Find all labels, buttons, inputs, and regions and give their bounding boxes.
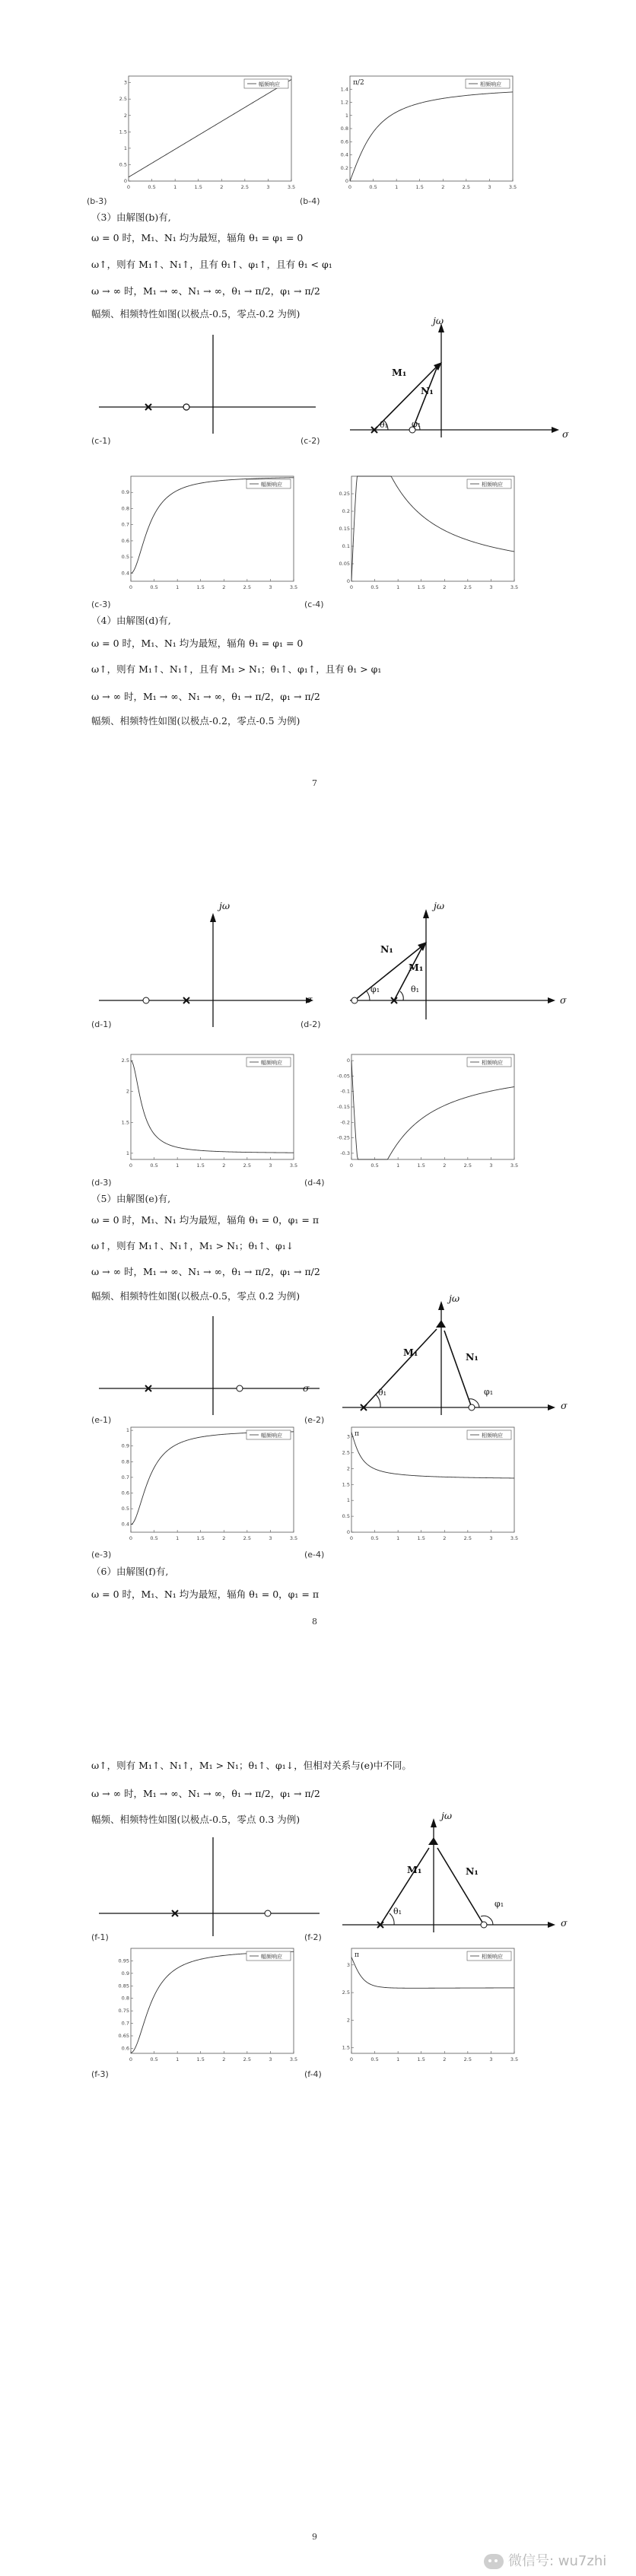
x-tick-label: 1 <box>176 2056 180 2062</box>
x-tick-label: 2 <box>220 184 224 190</box>
legend-entry: 幅频响应 <box>259 81 280 87</box>
y-tick-label: 0.8 <box>121 1458 129 1465</box>
sec4-line2: ω↑，则有 M₁↑、N₁↑，且有 M₁ > N₁；θ₁↑、φ₁↑，且有 θ₁ > φ₁ <box>91 663 382 675</box>
x-tick-label: 0 <box>349 1535 354 1541</box>
sec4-line4: 幅频、相频特性如图(以极点-0.2，零点-0.5 为例) <box>91 715 301 727</box>
chart-e3 <box>114 1423 297 1544</box>
y-tick-label: 2 <box>346 2017 350 2024</box>
label-c4: (c-4) <box>304 599 324 609</box>
x-tick-label: 3 <box>266 184 270 190</box>
angle-phi1: φ₁ <box>494 1899 504 1909</box>
y-tick-label: 0 <box>346 578 350 584</box>
axis-jw: jω <box>219 900 231 911</box>
x-tick-label: 3 <box>489 584 493 590</box>
y-tick-label: 0 <box>123 178 127 184</box>
y-tick-label: 1 <box>126 1427 129 1434</box>
sec6-line2: ω↑，则有 M₁↑、N₁↑，M₁ > N₁；θ₁↑、φ₁↓，但相对关系与(e)中不同。 <box>91 1760 412 1771</box>
wechat-icon <box>484 2554 504 2569</box>
plot-frame <box>350 76 513 181</box>
x-tick-label: 2 <box>222 584 226 590</box>
sec5-line1: ω = 0 时，M₁、N₁ 均为最短，辐角 θ₁ = 0，φ₁ = π <box>91 1214 320 1226</box>
label-f3: (f-3) <box>91 2069 109 2079</box>
y-tick-label: 0.6 <box>340 138 348 145</box>
x-tick-label: 2 <box>443 1535 447 1541</box>
x-tick-label: 2.5 <box>463 584 472 590</box>
label-e4: (e-4) <box>304 1550 325 1560</box>
x-tick-label: 0.5 <box>370 584 379 590</box>
y-tick-label: 0.2 <box>340 164 348 171</box>
x-tick-label: 3.5 <box>289 1162 298 1169</box>
axis-sigma: σ <box>562 428 569 440</box>
y-tick-label: 1.5 <box>119 129 127 135</box>
y-tick-label: 0.9 <box>121 489 129 496</box>
x-tick-label: 2.5 <box>243 2056 252 2062</box>
x-tick-label: 0 <box>129 584 133 590</box>
plot-frame <box>131 1054 294 1159</box>
y-tick-label: 0.85 <box>118 1983 129 1989</box>
x-tick-label: 3 <box>488 184 491 190</box>
x-tick-label: 2.5 <box>463 1535 472 1541</box>
y-tick-label: 1.5 <box>342 1481 350 1488</box>
x-tick-label: 3.5 <box>510 1162 519 1169</box>
sec6-head: （6）由解图(f)有, <box>91 1566 169 1577</box>
x-tick-label: 3.5 <box>289 1535 298 1541</box>
label-d4: (d-4) <box>304 1178 325 1188</box>
x-tick-label: 0.5 <box>148 184 156 190</box>
y-tick-label: 0.5 <box>342 1513 350 1520</box>
x-tick-label: 0 <box>129 2056 133 2062</box>
y-tick-label: 0.4 <box>340 151 348 158</box>
label-c1: (c-1) <box>91 436 111 446</box>
x-tick-label: 1.5 <box>194 184 202 190</box>
diagram-d2 <box>342 905 563 1027</box>
sec3-line2: ω↑，则有 M₁↑、N₁↑，且有 θ₁↑、φ₁↑，且有 θ₁ < φ₁ <box>91 259 332 270</box>
x-tick-label: 3 <box>269 1162 272 1169</box>
x-tick-label: 2.5 <box>243 584 252 590</box>
y-tick-label: 0.9 <box>121 1442 129 1449</box>
y-tick-label: 0.8 <box>121 505 129 512</box>
label-c2: (c-2) <box>301 436 320 446</box>
y-tick-label: 0 <box>346 1057 350 1064</box>
zero-marker <box>143 997 149 1003</box>
x-tick-label: 1.5 <box>196 1162 205 1169</box>
x-tick-label: 1.5 <box>415 184 424 190</box>
sec3-line1: ω = 0 时，M₁、N₁ 均为最短，辐角 θ₁ = φ₁ = 0 <box>91 232 304 243</box>
x-tick-label: 1 <box>396 1535 400 1541</box>
sec3-head: （3）由解图(b)有, <box>91 211 171 223</box>
x-tick-label: 0.5 <box>370 2056 379 2062</box>
y-tick-label: 0.6 <box>121 537 129 544</box>
label-e2: (e-2) <box>304 1415 325 1425</box>
y-tick-label: 1.5 <box>342 2044 350 2051</box>
x-tick-label: 1 <box>395 184 399 190</box>
x-tick-label: 2 <box>222 2056 226 2062</box>
y-tick-label: 2.5 <box>121 1057 129 1064</box>
zero-marker <box>481 1922 487 1928</box>
y-tick-label: 2 <box>123 112 127 119</box>
legend-entry: 相频响应 <box>482 1954 503 1960</box>
label-d2: (d-2) <box>301 1019 321 1029</box>
x-tick-label: 2.5 <box>243 1535 252 1541</box>
y-tick-label: -0.05 <box>337 1073 350 1080</box>
x-tick-label: 0.5 <box>369 184 377 190</box>
chart-d4 <box>335 1050 517 1172</box>
vec-M1: M₁ <box>407 1864 422 1875</box>
axis-sigma: σ <box>560 994 567 1006</box>
y-tick-label: 3 <box>346 1433 350 1440</box>
axis-sigma: σ <box>303 1382 310 1394</box>
wechat-watermark <box>484 2550 606 2570</box>
legend-entry: 相频响应 <box>480 81 501 87</box>
y-tick-label: 1.2 <box>340 99 348 106</box>
axis-jw: jω <box>433 315 444 326</box>
legend-entry: 幅频响应 <box>261 1060 282 1066</box>
diagram-e1 <box>91 1305 335 1419</box>
x-tick-label: 2.5 <box>462 184 471 190</box>
legend-entry: 幅频响应 <box>261 1433 282 1439</box>
sec6-line3: ω → ∞ 时，M₁ → ∞、N₁ → ∞，θ₁ → π/2，φ₁ → π/2 <box>91 1788 320 1799</box>
x-tick-label: 1.5 <box>417 1535 425 1541</box>
angle-phi1: φ₁ <box>412 419 421 429</box>
legend-entry: 相频响应 <box>482 482 503 488</box>
chart-c3 <box>114 472 297 593</box>
x-tick-label: 3.5 <box>510 2056 519 2062</box>
y-tick-label: 0.7 <box>121 521 129 528</box>
plot-frame <box>351 1427 514 1532</box>
y-tick-label: 1 <box>345 112 348 119</box>
x-tick-label: 3.5 <box>289 2056 298 2062</box>
label-b3: (b-3) <box>87 196 107 206</box>
diagram-c1 <box>91 323 320 437</box>
x-tick-label: 1 <box>396 584 400 590</box>
label-e1: (e-1) <box>91 1415 112 1425</box>
y-tick-label: 0.7 <box>121 1474 129 1480</box>
x-tick-label: 0.5 <box>150 1162 158 1169</box>
x-tick-label: 0 <box>126 184 131 190</box>
y-tick-label: -0.25 <box>337 1134 350 1141</box>
plot-frame <box>131 1427 294 1532</box>
chart-f4 <box>335 1944 517 2066</box>
x-tick-label: 3 <box>269 1535 272 1541</box>
y-tick-label: 1.5 <box>121 1119 129 1126</box>
axis-sigma: σ <box>306 994 313 1005</box>
x-tick-label: 1 <box>173 184 177 190</box>
diagram-f2 <box>335 1814 563 1936</box>
chart-e4 <box>335 1423 517 1544</box>
x-tick-label: 2 <box>222 1162 226 1169</box>
x-tick-label: 2.5 <box>463 1162 472 1169</box>
legend-entry: 幅频响应 <box>261 1954 282 1960</box>
vec-M1: M₁ <box>409 962 424 973</box>
angle-phi1: φ₁ <box>484 1387 494 1397</box>
y-tick-label: 0.4 <box>121 570 129 577</box>
chart-b3 <box>112 72 294 193</box>
x-tick-label: 0.5 <box>150 2056 158 2062</box>
x-tick-label: 1.5 <box>417 1162 425 1169</box>
x-tick-label: 0 <box>129 1162 133 1169</box>
y-tick-label: 2 <box>126 1088 129 1095</box>
sec5-line4: 幅频、相频特性如图(以极点-0.5，零点 0.2 为例) <box>91 1290 301 1302</box>
label-f2: (f-2) <box>304 1932 322 1942</box>
label-d1: (d-1) <box>91 1019 112 1029</box>
sec5-line3: ω → ∞ 时，M₁ → ∞、N₁ → ∞，θ₁ → π/2，φ₁ → π/2 <box>91 1266 320 1277</box>
y-tick-label: 2.5 <box>342 1449 350 1456</box>
x-tick-label: 2.5 <box>463 2056 472 2062</box>
plot-frame <box>351 1948 514 2053</box>
label-e3: (e-3) <box>91 1550 112 1560</box>
angle-theta1: θ₁ <box>411 984 420 994</box>
y-tick-label: 0.65 <box>118 2033 129 2039</box>
x-tick-label: 2 <box>443 584 447 590</box>
x-tick-label: 3.5 <box>289 584 298 590</box>
y-tick-label: 0 <box>346 1529 350 1535</box>
y-tick-label: 2.5 <box>119 96 127 103</box>
x-tick-label: 1 <box>176 1162 180 1169</box>
legend-entry: 相频响应 <box>482 1060 503 1066</box>
y-tick-label: 0.5 <box>119 161 127 168</box>
y-tick-label: 0.25 <box>339 491 350 497</box>
y-tick-label: 0.6 <box>121 2045 129 2052</box>
x-tick-label: 0 <box>129 1535 133 1541</box>
watermark-text: 微信号: wu7zhi <box>508 2553 607 2569</box>
axis-sigma: σ <box>561 1400 568 1411</box>
y-tick-label: -0.15 <box>337 1104 350 1110</box>
sec6-line1: ω = 0 时，M₁、N₁ 均为最短，辐角 θ₁ = 0，φ₁ = π <box>91 1589 320 1600</box>
diagram-c2 <box>342 320 563 441</box>
y-tick-label: 2.5 <box>342 1989 350 1996</box>
angle-phi1: φ₁ <box>370 984 380 994</box>
chart-b4 <box>333 72 516 193</box>
page-number: 9 <box>312 2532 317 2542</box>
x-tick-label: 3 <box>489 2056 493 2062</box>
chart-f3 <box>114 1944 297 2066</box>
x-tick-label: 1 <box>396 1162 400 1169</box>
x-tick-label: 3.5 <box>287 184 296 190</box>
zero-marker <box>265 1910 271 1916</box>
y-tick-label: 1.4 <box>340 86 348 93</box>
y-tick-label: 0.5 <box>121 554 129 561</box>
y-tick-label: 0.15 <box>339 526 350 532</box>
y-tick-label: 0.05 <box>339 561 350 567</box>
y-tick-label: 3 <box>123 79 127 86</box>
angle-theta1: θ₁ <box>378 1388 387 1398</box>
y-tick-label: 0.7 <box>121 2020 129 2027</box>
pi-label: π/2 <box>353 78 364 87</box>
x-tick-label: 1 <box>176 584 180 590</box>
plot-frame <box>131 476 294 581</box>
x-tick-label: 2 <box>222 1535 226 1541</box>
vec-N1: N₁ <box>380 943 393 955</box>
sec3-line3: ω → ∞ 时，M₁ → ∞、N₁ → ∞，θ₁ → π/2，φ₁ → π/2 <box>91 285 320 297</box>
x-tick-label: 0.5 <box>370 1162 379 1169</box>
x-tick-label: 1.5 <box>417 2056 425 2062</box>
axis-jw: jω <box>441 1810 453 1821</box>
chart-c4 <box>335 472 517 593</box>
sec4-line1: ω = 0 时，M₁、N₁ 均为最短，辐角 θ₁ = φ₁ = 0 <box>91 638 304 649</box>
y-tick-label: 0.8 <box>340 126 348 132</box>
y-tick-label: 0.95 <box>118 1957 129 1964</box>
axis-jw: jω <box>449 1293 460 1304</box>
sec6-line4: 幅频、相频特性如图(以极点-0.5，零点 0.3 为例) <box>91 1814 301 1825</box>
x-tick-label: 1.5 <box>196 584 205 590</box>
x-tick-label: 3.5 <box>510 584 519 590</box>
x-tick-label: 3 <box>269 584 272 590</box>
x-tick-label: 0.5 <box>150 1535 158 1541</box>
x-tick-label: 3.5 <box>510 1535 519 1541</box>
page-number: 8 <box>312 1617 317 1627</box>
y-tick-label: -0.3 <box>340 1150 350 1156</box>
chart-d3 <box>114 1050 297 1172</box>
zero-marker <box>183 404 189 410</box>
y-tick-label: 0.4 <box>121 1521 129 1528</box>
y-tick-label: 1 <box>123 145 127 151</box>
y-tick-label: 3 <box>346 1961 350 1968</box>
label-d3: (d-3) <box>91 1178 112 1188</box>
label-f4: (f-4) <box>304 2069 322 2079</box>
zero-marker <box>237 1385 243 1391</box>
x-tick-label: 3 <box>269 2056 272 2062</box>
legend-entry: 相频响应 <box>482 1433 503 1439</box>
label-b4: (b-4) <box>300 196 320 206</box>
sec5-line2: ω↑，则有 M₁↑、N₁↑，M₁ > N₁；θ₁↑、φ₁↓ <box>91 1240 294 1251</box>
x-tick-label: 2.5 <box>243 1162 252 1169</box>
x-tick-label: 1.5 <box>196 1535 205 1541</box>
page-number: 7 <box>312 778 317 788</box>
x-tick-label: 2 <box>443 1162 447 1169</box>
pi-label: π <box>355 1430 359 1438</box>
y-tick-label: -0.1 <box>340 1088 350 1095</box>
zero-marker <box>351 997 358 1003</box>
y-tick-label: 0.75 <box>118 2008 129 2015</box>
x-tick-label: 1 <box>396 2056 400 2062</box>
diagram-d1 <box>91 909 320 1031</box>
vec-N1: N₁ <box>421 385 434 396</box>
axis-sigma: σ <box>561 1917 568 1929</box>
axis-jw: jω <box>434 900 445 911</box>
x-tick-label: 3 <box>489 1535 493 1541</box>
sec4-head: （4）由解图(d)有, <box>91 615 171 626</box>
x-tick-label: 1.5 <box>417 584 425 590</box>
vec-M1: M₁ <box>403 1347 418 1358</box>
x-tick-label: 0 <box>349 2056 354 2062</box>
y-tick-label: 1 <box>346 1497 350 1504</box>
angle-theta1: θ₁ <box>380 420 389 430</box>
zero-marker <box>469 1404 475 1410</box>
x-tick-label: 0.5 <box>370 1535 379 1541</box>
legend-entry: 幅频响应 <box>261 482 282 488</box>
sec5-head: （5）由解图(e)有, <box>91 1193 171 1204</box>
plot-frame <box>131 1948 294 2053</box>
x-tick-label: 3.5 <box>508 184 517 190</box>
label-c3: (c-3) <box>91 599 111 609</box>
y-tick-label: 0.1 <box>342 543 350 549</box>
vec-N1: N₁ <box>466 1865 479 1877</box>
y-tick-label: 0.8 <box>121 1995 129 2002</box>
y-tick-label: 0.2 <box>342 508 350 514</box>
x-tick-label: 2 <box>443 2056 447 2062</box>
y-tick-label: -0.2 <box>340 1119 350 1126</box>
x-tick-label: 2.5 <box>240 184 250 190</box>
vec-M1: M₁ <box>392 367 407 378</box>
diagram-f1 <box>91 1826 335 1940</box>
pi-label: π <box>355 1951 359 1959</box>
sec3-line4: 幅频、相频特性如图(以极点-0.5，零点-0.2 为例) <box>91 308 301 320</box>
x-tick-label: 2 <box>441 184 445 190</box>
y-tick-label: 1 <box>126 1150 129 1156</box>
x-tick-label: 0.5 <box>150 584 158 590</box>
y-tick-label: 2 <box>346 1465 350 1472</box>
x-tick-label: 1.5 <box>196 2056 205 2062</box>
vec-N1: N₁ <box>466 1351 479 1363</box>
x-tick-label: 0 <box>348 184 352 190</box>
y-tick-label: 0.9 <box>121 1970 129 1977</box>
x-tick-label: 0 <box>349 584 354 590</box>
y-tick-label: 0 <box>345 178 348 184</box>
plot-frame <box>351 476 514 581</box>
angle-theta1: θ₁ <box>393 1907 402 1916</box>
label-f1: (f-1) <box>91 1932 109 1942</box>
x-tick-label: 1 <box>176 1535 180 1541</box>
y-tick-label: 0.5 <box>121 1506 129 1512</box>
sec4-line3: ω → ∞ 时，M₁ → ∞、N₁ → ∞，θ₁ → π/2，φ₁ → π/2 <box>91 691 320 702</box>
y-tick-label: 0.6 <box>121 1490 129 1496</box>
diagram-e2 <box>335 1297 563 1419</box>
plot-frame <box>351 1054 514 1159</box>
x-tick-label: 3 <box>489 1162 493 1169</box>
x-tick-label: 0 <box>349 1162 354 1169</box>
